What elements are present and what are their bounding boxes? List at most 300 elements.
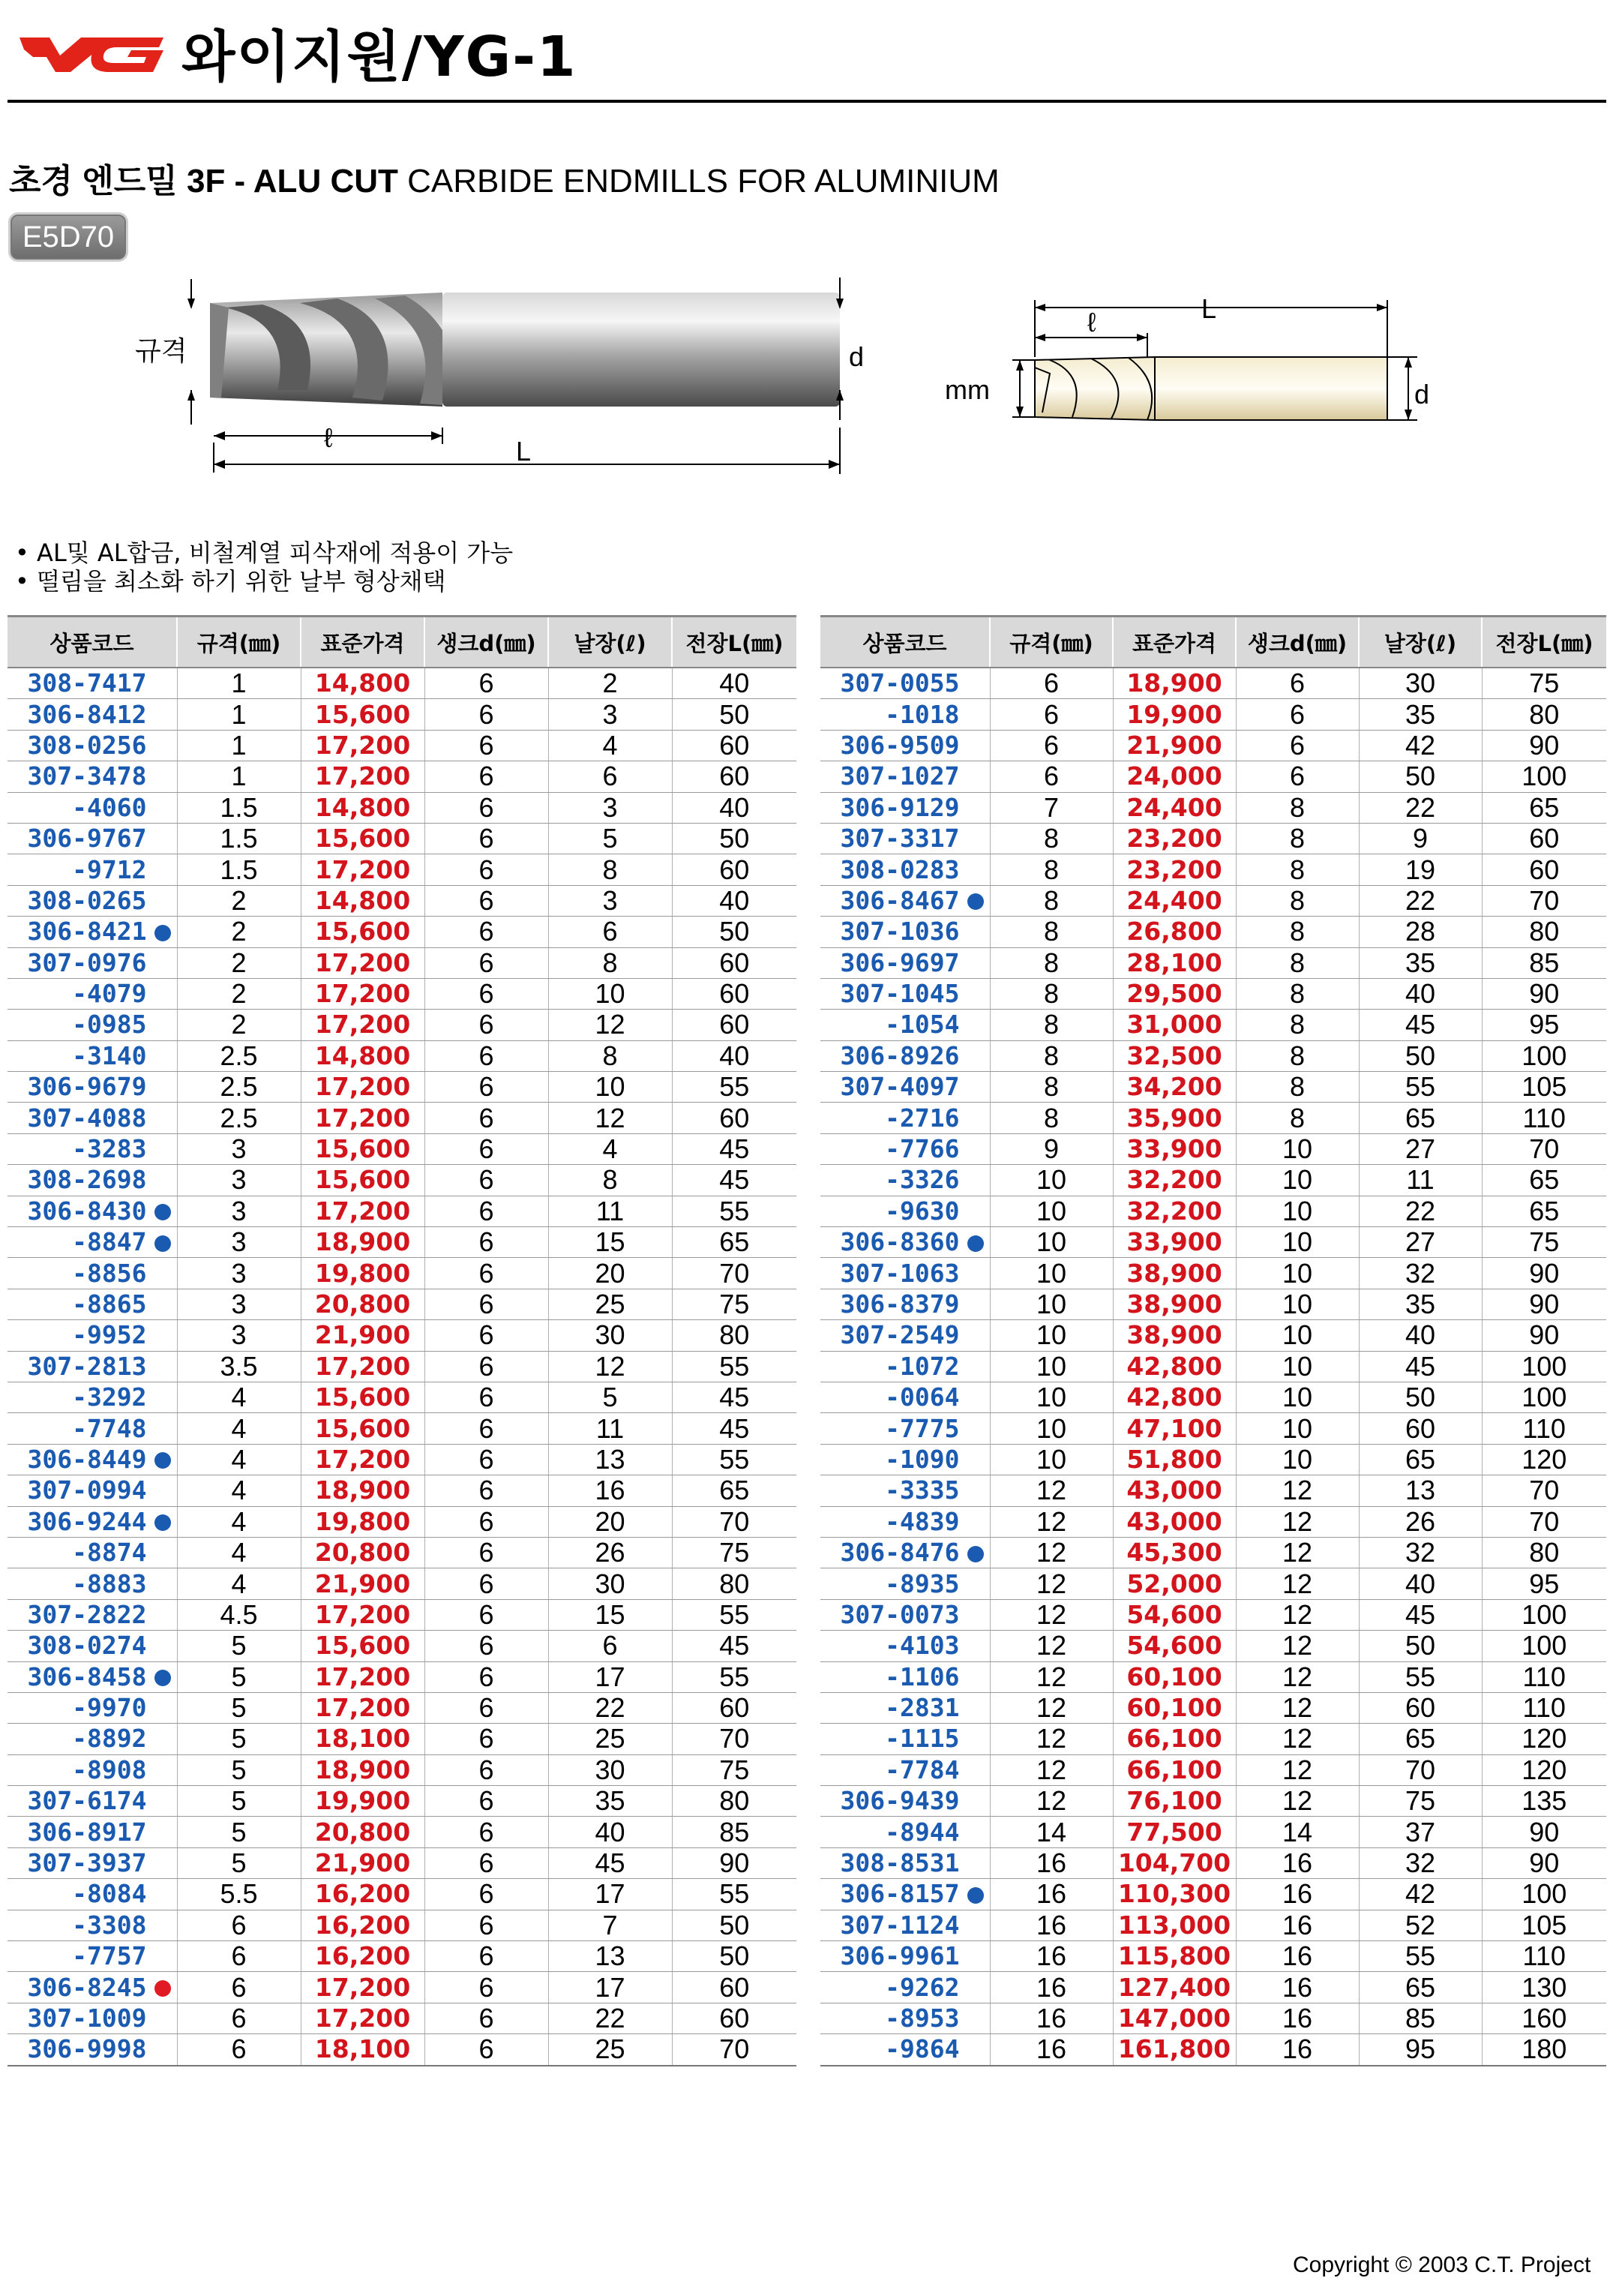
product-code-cell (7, 1320, 177, 1351)
table-row (7, 1351, 796, 1382)
table-row (820, 1879, 1606, 1910)
length-cell: 65 (1482, 1196, 1606, 1226)
shank-cell: 16 (1236, 1941, 1359, 1972)
product-code: -9262 (885, 1972, 960, 2002)
size-cell: 4 (177, 1506, 301, 1537)
flute-cell: 20 (548, 1506, 672, 1537)
product-code: 307-2822 (27, 1599, 147, 1629)
size-cell: 4 (177, 1568, 301, 1599)
size-cell: 12 (990, 1661, 1113, 1692)
product-code: 306-9961 (840, 1941, 960, 1971)
size-cell: 2.5 (177, 1072, 301, 1103)
product-code: 307-0976 (27, 947, 147, 977)
size-cell: 2 (177, 978, 301, 1009)
col-header-size: 규격(㎜) (177, 617, 301, 668)
price-cell: 51,800 (1113, 1444, 1236, 1475)
product-code-cell (7, 885, 177, 916)
shank-cell: 6 (1236, 761, 1359, 792)
product-code-cell (820, 823, 990, 854)
shank-cell: 6 (424, 761, 548, 792)
size-cell: 12 (990, 1724, 1113, 1754)
flute-cell: 22 (1359, 792, 1482, 823)
table-row (7, 1289, 796, 1319)
price-cell: 14,800 (301, 668, 424, 699)
flute-cell: 27 (1359, 1227, 1482, 1258)
blue-dot-icon (154, 1204, 171, 1220)
length-cell: 40 (672, 792, 796, 823)
right-d-label: d (1414, 379, 1430, 410)
size-cell: 3 (177, 1165, 301, 1196)
col-header-flute: 날장(ℓ) (1359, 617, 1482, 668)
price-cell: 20,800 (301, 1289, 424, 1319)
flute-cell: 85 (1359, 2003, 1482, 2033)
product-code: -8944 (885, 1817, 960, 1847)
shank-cell: 8 (1236, 885, 1359, 916)
product-code-cell (7, 1754, 177, 1785)
shank-cell: 8 (1236, 1010, 1359, 1040)
table-row (7, 1879, 796, 1910)
col-header-shank: 생크d(㎜) (424, 617, 548, 668)
product-code: -3283 (72, 1134, 147, 1164)
shank-cell: 6 (424, 668, 548, 699)
shank-cell: 10 (1236, 1196, 1359, 1226)
size-cell: 8 (990, 947, 1113, 978)
shank-cell: 6 (424, 1972, 548, 2003)
table-body-left (7, 668, 796, 2066)
length-cell: 60 (672, 854, 796, 885)
length-cell: 70 (672, 1258, 796, 1289)
table-row (820, 1724, 1606, 1754)
flute-cell: 35 (548, 1786, 672, 1817)
price-cell: 15,600 (301, 917, 424, 947)
table-row (820, 1786, 1606, 1817)
product-code: -3140 (72, 1040, 147, 1070)
price-cell: 17,200 (301, 1599, 424, 1630)
product-code-cell (7, 1227, 177, 1258)
length-cell: 100 (1482, 1631, 1606, 1661)
blue-dot-icon (967, 1887, 984, 1904)
price-cell: 32,500 (1113, 1040, 1236, 1071)
size-cell: 12 (990, 1631, 1113, 1661)
table-row (7, 1847, 796, 1878)
shank-cell: 6 (424, 1568, 548, 1599)
length-cell: 80 (1482, 1537, 1606, 1568)
col-header-code: 상품코드 (820, 617, 990, 668)
size-cell: 12 (990, 1537, 1113, 1568)
price-cell: 17,200 (301, 2003, 424, 2033)
flute-cell: 22 (548, 1692, 672, 1723)
product-code: -8883 (72, 1568, 147, 1598)
table-row (820, 1258, 1606, 1289)
right-mm-label: mm (945, 374, 990, 405)
product-code: 307-3478 (27, 761, 147, 791)
flute-cell: 22 (548, 2003, 672, 2033)
length-cell: 130 (1482, 1972, 1606, 2003)
table-row (820, 1910, 1606, 1940)
length-cell: 55 (672, 1661, 796, 1692)
price-cell: 24,400 (1113, 885, 1236, 916)
price-cell: 17,200 (301, 730, 424, 761)
size-cell: 12 (990, 1754, 1113, 1785)
flute-cell: 16 (548, 1475, 672, 1506)
product-code: -3335 (885, 1475, 960, 1505)
flute-cell: 4 (548, 730, 672, 761)
size-cell: 10 (990, 1227, 1113, 1258)
table-row (7, 917, 796, 947)
table-row (820, 1196, 1606, 1226)
flute-cell: 10 (548, 1072, 672, 1103)
product-code: -7766 (885, 1134, 960, 1164)
table-row (820, 1133, 1606, 1164)
product-code-cell (7, 699, 177, 730)
price-cell: 60,100 (1113, 1661, 1236, 1692)
table-row (820, 1475, 1606, 1506)
length-cell: 55 (672, 1879, 796, 1910)
table-row (7, 1817, 796, 1847)
flute-cell: 10 (548, 978, 672, 1009)
product-code-cell (820, 730, 990, 761)
flute-cell: 27 (1359, 1133, 1482, 1164)
product-code: -3326 (885, 1165, 960, 1195)
shank-cell: 6 (1236, 668, 1359, 699)
shank-cell: 6 (424, 1475, 548, 1506)
table-row (7, 1724, 796, 1754)
flute-cell: 40 (1359, 1568, 1482, 1599)
flute-cell: 65 (1359, 1724, 1482, 1754)
size-label: 규격 (135, 335, 187, 366)
flute-cell: 30 (1359, 668, 1482, 699)
flute-cell: 35 (1359, 947, 1482, 978)
length-cell: 105 (1482, 1072, 1606, 1103)
product-code-cell (7, 2034, 177, 2066)
table-row (7, 1040, 796, 1071)
price-cell: 15,600 (301, 1133, 424, 1164)
product-code-cell (820, 1599, 990, 1630)
length-cell: 60 (672, 978, 796, 1009)
price-cell: 15,600 (301, 1413, 424, 1444)
size-cell: 12 (990, 1506, 1113, 1537)
shank-cell: 6 (424, 1631, 548, 1661)
price-cell: 32,200 (1113, 1165, 1236, 1196)
shank-cell: 10 (1236, 1351, 1359, 1382)
product-code: 308-0265 (27, 885, 147, 915)
product-code: -1018 (885, 699, 960, 729)
product-code-cell (7, 1196, 177, 1226)
length-cell: 40 (672, 1040, 796, 1071)
table-row (820, 1444, 1606, 1475)
product-title-korean: 초경 엔드밀 3F - ALU CUT (9, 163, 398, 200)
shank-cell: 8 (1236, 1040, 1359, 1071)
length-cell: 50 (672, 699, 796, 730)
shank-cell: 6 (1236, 699, 1359, 730)
product-code-cell (820, 917, 990, 947)
length-cell: 65 (1482, 792, 1606, 823)
length-cell: 65 (672, 1227, 796, 1258)
size-cell: 2 (177, 885, 301, 916)
table-row (820, 761, 1606, 792)
product-code: -9864 (885, 2034, 960, 2064)
price-cell: 15,600 (301, 1382, 424, 1412)
price-cell: 47,100 (1113, 1413, 1236, 1444)
size-cell: 6 (177, 2003, 301, 2033)
shank-cell: 6 (424, 1072, 548, 1103)
product-code: -1054 (885, 1010, 960, 1040)
size-cell: 10 (990, 1258, 1113, 1289)
feature-note: • AL및 AL합금, 비철계열 피삭재에 적용이 가능 (15, 539, 514, 567)
shank-cell: 16 (1236, 2034, 1359, 2066)
table-row (7, 1754, 796, 1785)
price-cell: 17,200 (301, 1103, 424, 1133)
product-code-cell (7, 1879, 177, 1910)
flute-cell: 22 (1359, 885, 1482, 916)
flute-cell: 17 (548, 1972, 672, 2003)
table-row (7, 1103, 796, 1133)
product-code: 308-0274 (27, 1631, 147, 1661)
shank-cell: 6 (424, 1010, 548, 1040)
product-code: 308-0283 (840, 854, 960, 884)
col-header-length: 전장L(㎜) (1482, 617, 1606, 668)
overall-length-label: L (516, 436, 532, 467)
length-cell: 45 (672, 1382, 796, 1412)
product-code-cell (820, 2034, 990, 2066)
shank-cell: 8 (1236, 854, 1359, 885)
length-cell: 50 (672, 1910, 796, 1940)
product-code-cell (820, 1413, 990, 1444)
flute-cell: 17 (548, 1879, 672, 1910)
table-row (7, 1475, 796, 1506)
length-cell: 105 (1482, 1910, 1606, 1940)
table-row (7, 1382, 796, 1412)
length-cell: 75 (672, 1289, 796, 1319)
product-code-cell (7, 978, 177, 1009)
price-cell: 60,100 (1113, 1692, 1236, 1723)
shank-cell: 6 (424, 1506, 548, 1537)
flute-cell: 15 (548, 1227, 672, 1258)
length-cell: 45 (672, 1165, 796, 1196)
product-code: 306-8458 (27, 1661, 147, 1691)
length-cell: 70 (1482, 1133, 1606, 1164)
product-code: 307-4097 (840, 1072, 960, 1102)
flute-cell: 37 (1359, 1817, 1482, 1847)
table-row (7, 854, 796, 885)
flute-cell: 65 (1359, 1103, 1482, 1133)
size-cell: 4 (177, 1413, 301, 1444)
size-cell: 5 (177, 1661, 301, 1692)
flute-cell: 8 (548, 854, 672, 885)
length-cell: 90 (672, 1847, 796, 1878)
length-cell: 70 (1482, 885, 1606, 916)
price-cell: 18,900 (301, 1754, 424, 1785)
length-cell: 85 (1482, 947, 1606, 978)
length-cell: 100 (1482, 1351, 1606, 1382)
shank-cell: 6 (424, 1413, 548, 1444)
table-row (820, 1972, 1606, 2003)
shank-diameter-label: d (849, 341, 865, 372)
shank-cell: 6 (424, 1165, 548, 1196)
shank-cell: 8 (1236, 1103, 1359, 1133)
flute-cell: 3 (548, 885, 672, 916)
flute-cell: 65 (1359, 1972, 1482, 2003)
flute-cell: 35 (1359, 1289, 1482, 1319)
flute-cell: 50 (1359, 1040, 1482, 1071)
product-code-cell (7, 1631, 177, 1661)
size-cell: 6 (177, 1972, 301, 2003)
length-cell: 40 (672, 885, 796, 916)
flute-cell: 75 (1359, 1786, 1482, 1817)
size-cell: 1 (177, 761, 301, 792)
length-cell: 110 (1482, 1661, 1606, 1692)
flute-cell: 45 (1359, 1010, 1482, 1040)
product-code-cell (7, 1258, 177, 1289)
shank-cell: 16 (1236, 1972, 1359, 2003)
product-code-cell (7, 947, 177, 978)
table-row (820, 1010, 1606, 1040)
product-code-cell (820, 1227, 990, 1258)
size-cell: 6 (177, 2034, 301, 2066)
size-cell: 3 (177, 1258, 301, 1289)
product-code: -1106 (885, 1661, 960, 1691)
product-code: 306-8917 (27, 1817, 147, 1847)
product-code-cell (820, 1072, 990, 1103)
product-code: 306-9767 (27, 824, 147, 854)
table-row (7, 1010, 796, 1040)
table-row (820, 730, 1606, 761)
shank-cell: 16 (1236, 1879, 1359, 1910)
price-cell: 18,900 (301, 1227, 424, 1258)
shank-cell: 6 (424, 2003, 548, 2033)
price-cell: 17,200 (301, 1692, 424, 1723)
product-code-cell (820, 1506, 990, 1537)
product-code-cell (7, 1786, 177, 1817)
size-cell: 4 (177, 1444, 301, 1475)
flute-cell: 50 (1359, 1631, 1482, 1661)
product-code: 307-2813 (27, 1351, 147, 1381)
length-cell: 120 (1482, 1444, 1606, 1475)
price-table-right (820, 615, 1606, 2066)
flute-cell: 8 (548, 1165, 672, 1196)
product-code-cell (820, 1351, 990, 1382)
size-cell: 5 (177, 1847, 301, 1878)
table-row (7, 947, 796, 978)
table-row (820, 1661, 1606, 1692)
flute-cell: 70 (1359, 1754, 1482, 1785)
size-cell: 8 (990, 854, 1113, 885)
price-cell: 26,800 (1113, 917, 1236, 947)
product-code: -0064 (885, 1382, 960, 1412)
length-cell: 120 (1482, 1724, 1606, 1754)
flute-cell: 25 (548, 1289, 672, 1319)
shank-cell: 6 (424, 699, 548, 730)
flute-cell: 50 (1359, 761, 1482, 792)
product-code: -3308 (72, 1910, 147, 1940)
product-code: -1090 (885, 1444, 960, 1474)
flute-cell: 26 (548, 1537, 672, 1568)
product-code-cell (7, 668, 177, 699)
shank-cell: 8 (1236, 792, 1359, 823)
product-code: 307-1063 (840, 1258, 960, 1288)
size-cell: 4 (177, 1537, 301, 1568)
length-cell: 80 (672, 1786, 796, 1817)
product-code: 306-8476 (840, 1538, 960, 1568)
product-code-cell (820, 1444, 990, 1475)
price-cell: 23,200 (1113, 854, 1236, 885)
shank-cell: 8 (1236, 917, 1359, 947)
length-cell: 100 (1482, 1599, 1606, 1630)
product-code-cell (820, 885, 990, 916)
length-cell: 55 (672, 1444, 796, 1475)
col-header-flute: 날장(ℓ) (548, 617, 672, 668)
product-title (9, 159, 1000, 204)
shank-cell: 12 (1236, 1475, 1359, 1506)
length-cell: 55 (672, 1599, 796, 1630)
product-code-cell (7, 1413, 177, 1444)
table-row (820, 1941, 1606, 1972)
product-code: -8908 (72, 1754, 147, 1784)
price-cell: 15,600 (301, 1165, 424, 1196)
price-cell: 54,600 (1113, 1631, 1236, 1661)
size-cell: 1 (177, 730, 301, 761)
length-cell: 60 (1482, 823, 1606, 854)
product-code: 307-4088 (27, 1103, 147, 1133)
price-cell: 14,800 (301, 885, 424, 916)
flute-cell: 45 (1359, 1599, 1482, 1630)
price-cell: 15,600 (301, 699, 424, 730)
table-row (820, 1040, 1606, 1071)
length-cell: 75 (672, 1754, 796, 1785)
shank-cell: 6 (424, 1879, 548, 1910)
shank-cell: 12 (1236, 1724, 1359, 1754)
table-row (820, 1227, 1606, 1258)
price-cell: 21,900 (1113, 730, 1236, 761)
size-cell: 6 (990, 761, 1113, 792)
table-row (820, 854, 1606, 885)
shank-cell: 6 (424, 1382, 548, 1412)
flute-cell: 32 (1359, 1847, 1482, 1878)
length-cell: 65 (1482, 1165, 1606, 1196)
product-code-cell (820, 854, 990, 885)
right-flute-label: ℓ (1087, 307, 1096, 338)
shank-cell: 8 (1236, 1072, 1359, 1103)
product-code-cell (7, 1599, 177, 1630)
flute-cell: 35 (1359, 699, 1482, 730)
price-cell: 127,400 (1113, 1972, 1236, 2003)
table-row (7, 1661, 796, 1692)
table-row (7, 1568, 796, 1599)
table-row (7, 1692, 796, 1723)
product-code-cell (7, 2003, 177, 2033)
shank-cell: 6 (424, 1941, 548, 1972)
size-cell: 1.5 (177, 854, 301, 885)
flute-cell: 5 (548, 823, 672, 854)
shank-cell: 10 (1236, 1258, 1359, 1289)
table-row (7, 1972, 796, 2003)
flute-cell: 8 (548, 947, 672, 978)
product-code: 308-2698 (27, 1165, 147, 1195)
product-code: -9630 (885, 1196, 960, 1226)
product-code-cell (820, 1289, 990, 1319)
flute-cell: 26 (1359, 1506, 1482, 1537)
price-cell: 33,900 (1113, 1133, 1236, 1164)
flute-cell: 32 (1359, 1258, 1482, 1289)
table-row (820, 1692, 1606, 1723)
flute-cell: 55 (1359, 1072, 1482, 1103)
product-code-cell (820, 1786, 990, 1817)
size-cell: 7 (990, 792, 1113, 823)
size-cell: 2.5 (177, 1103, 301, 1133)
price-cell: 17,200 (301, 761, 424, 792)
length-cell: 75 (1482, 668, 1606, 699)
price-cell: 54,600 (1113, 1599, 1236, 1630)
